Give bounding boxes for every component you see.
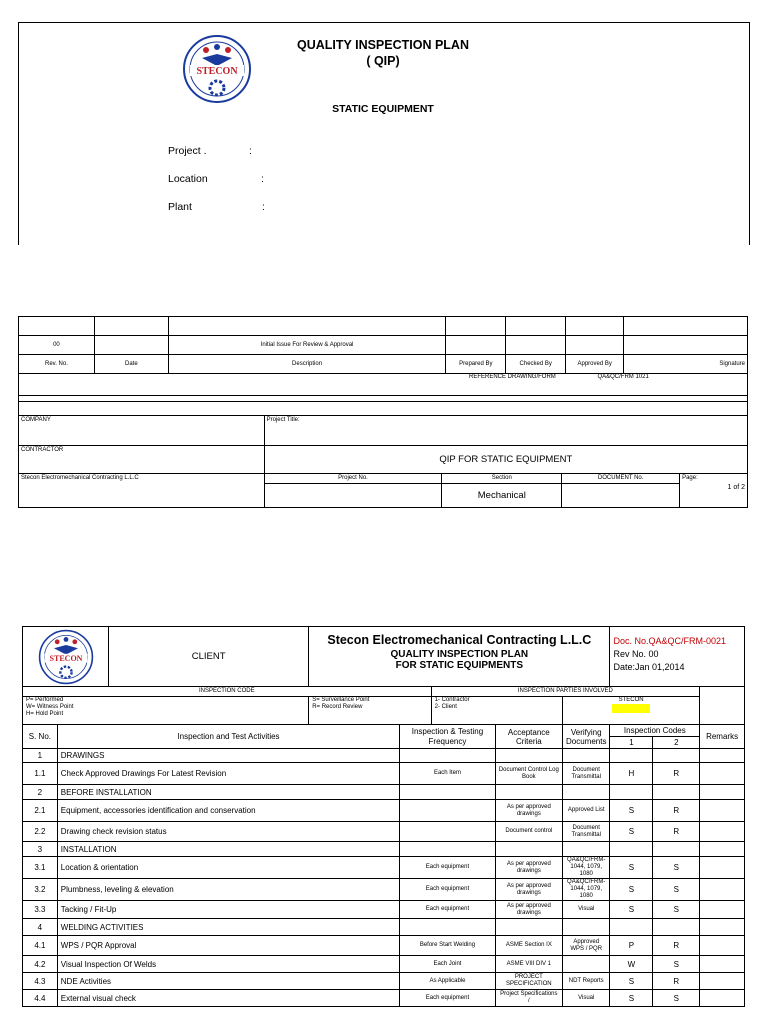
client-highlight: [612, 704, 650, 713]
row-frequency: [400, 800, 496, 822]
row-code-1: P: [610, 936, 653, 956]
field-plant-sep: :: [262, 201, 265, 213]
row-activity: INSTALLATION: [57, 842, 399, 857]
svg-text:STECON: STECON: [196, 66, 238, 77]
contractor-name: Stecon Electromechanical Contracting L.L.C: [19, 474, 265, 508]
row-code-2: [653, 785, 700, 800]
row-remarks: [700, 763, 745, 785]
project-no-label: Project No.: [264, 474, 442, 484]
doc-date: Date:Jan 01,2014: [613, 662, 685, 672]
row-remarks: [700, 857, 745, 879]
col-activity: Inspection and Test Activities: [57, 725, 399, 749]
row-criteria: As per approved drawings: [495, 857, 562, 879]
stecon-logo: [182, 34, 252, 104]
row-activity: Equipment, accessories identification and conservation: [57, 800, 399, 822]
col-code-1: 1: [610, 737, 653, 749]
row-code-1: S: [610, 800, 653, 822]
col-documents: Verifying Documents: [562, 725, 610, 749]
table-row: [23, 919, 745, 936]
row-sno: 4.3: [23, 973, 58, 990]
row-frequency: [400, 749, 496, 763]
row-code-2: [653, 842, 700, 857]
row-frequency: [400, 822, 496, 842]
row-code-2: R: [653, 973, 700, 990]
row-documents: Document Transmittal: [562, 822, 610, 842]
row-frequency: As Applicable: [400, 973, 496, 990]
row-documents: [562, 785, 610, 800]
field-location-sep: :: [261, 173, 264, 185]
code-record-review: R= Record Review: [312, 704, 363, 710]
row-criteria: Document Control Log Book: [495, 763, 562, 785]
inspection-code-header: INSPECTION CODE: [23, 687, 432, 697]
svg-text:STECON: STECON: [49, 653, 82, 663]
row-documents: NDT Reports: [562, 973, 610, 990]
row-frequency: Each equipment: [400, 901, 496, 919]
row-code-2: R: [653, 800, 700, 822]
row-activity: WPS / PQR Approval: [57, 936, 399, 956]
row-frequency: Each Joint: [400, 956, 496, 973]
header-description: Description: [168, 355, 446, 374]
qip-title-1: QUALITY INSPECTION PLAN: [390, 649, 529, 660]
row-criteria: [495, 919, 562, 936]
row-code-2: R: [653, 763, 700, 785]
row-sno: 3: [23, 842, 58, 857]
header-approved-by: Approved By: [566, 355, 624, 374]
info-table: [18, 395, 748, 508]
row-remarks: [700, 842, 745, 857]
row-activity: Visual Inspection Of Welds: [57, 956, 399, 973]
row-remarks: [700, 749, 745, 763]
row-documents: Visual: [562, 990, 610, 1007]
row-sno: 3.2: [23, 879, 58, 901]
row-sno: 4: [23, 919, 58, 936]
field-project-sep: :: [249, 145, 252, 157]
row-documents: [562, 842, 610, 857]
row-remarks: [700, 822, 745, 842]
field-plant-label: Plant: [168, 201, 192, 213]
row-documents: Approved List: [562, 800, 610, 822]
row-documents: QA&QC/FRM-1044, 1079, 1080: [562, 857, 610, 879]
row-remarks: [700, 800, 745, 822]
table-row: [23, 857, 745, 879]
row-sno: 1.1: [23, 763, 58, 785]
row-code-1: S: [610, 857, 653, 879]
section-value: Mechanical: [442, 484, 562, 508]
table-row: [23, 822, 745, 842]
row-activity: NDE Activities: [57, 973, 399, 990]
header-prepared-by: Prepared By: [446, 355, 506, 374]
header-date: Date: [94, 355, 168, 374]
qip-title: QIP FOR STATIC EQUIPMENT: [264, 446, 747, 474]
rev-no-value: 00: [19, 336, 95, 355]
rev-number: Rev No. 00: [613, 649, 659, 659]
table-row: [23, 879, 745, 901]
row-documents: [562, 749, 610, 763]
qip-table: [22, 626, 745, 1007]
col-remarks: Remarks: [700, 725, 745, 749]
cover-section: STATIC EQUIPMENT: [332, 103, 434, 115]
qip-title-2: FOR STATIC EQUIPMENTS: [395, 660, 524, 671]
row-code-1: [610, 919, 653, 936]
row-frequency: [400, 785, 496, 800]
code-performed: P= Performed: [26, 697, 64, 703]
row-criteria: Document control: [495, 822, 562, 842]
header-signature: Signature: [624, 355, 748, 374]
col-code-2: 2: [653, 737, 700, 749]
section-label: Section: [442, 474, 562, 484]
row-criteria: PROJECT SPECIFICATION: [495, 973, 562, 990]
row-sno: 3.3: [23, 901, 58, 919]
row-criteria: Project Specifications /: [495, 990, 562, 1007]
col-sno: S. No.: [23, 725, 58, 749]
doc-number: Doc. No.QA&QC/FRM-0021: [613, 636, 726, 646]
row-criteria: As per approved drawings: [495, 800, 562, 822]
table-row: [23, 749, 745, 763]
code-surveillance: S= Surveillance Point: [312, 697, 370, 703]
row-remarks: [700, 973, 745, 990]
row-documents: Visual: [562, 901, 610, 919]
row-code-2: R: [653, 936, 700, 956]
row-activity: Location & orientation: [57, 857, 399, 879]
row-remarks: [700, 990, 745, 1007]
table-row: [23, 901, 745, 919]
table-row: [23, 763, 745, 785]
table-row: [23, 956, 745, 973]
row-documents: Approved WPS / PQR: [562, 936, 610, 956]
table-row: [23, 936, 745, 956]
row-code-2: S: [653, 857, 700, 879]
row-code-2: R: [653, 822, 700, 842]
row-documents: [562, 956, 610, 973]
row-remarks: [700, 956, 745, 973]
party-client: 2- Client: [434, 704, 457, 710]
row-sno: 4.1: [23, 936, 58, 956]
table-row: [23, 842, 745, 857]
client-label: CLIENT: [109, 627, 309, 687]
row-sno: 1: [23, 749, 58, 763]
cover-subtitle: ( QIP): [366, 54, 400, 68]
row-criteria: [495, 785, 562, 800]
field-location-label: Location: [168, 173, 208, 185]
row-activity: Tacking / Fit-Up: [57, 901, 399, 919]
header-checked-by: Checked By: [506, 355, 566, 374]
row-code-1: H: [610, 763, 653, 785]
code-witness: W= Witness Point: [26, 704, 74, 710]
row-code-1: [610, 842, 653, 857]
row-remarks: [700, 936, 745, 956]
field-project-label: Project .: [168, 145, 207, 157]
row-activity: DRAWINGS: [57, 749, 399, 763]
row-documents: Document Transmittal: [562, 763, 610, 785]
party-contractor: 1- Contractor: [434, 697, 470, 703]
company-label: COMPANY: [19, 416, 265, 446]
document-no-label: DOCUMENT No.: [562, 474, 680, 484]
row-code-2: [653, 919, 700, 936]
row-criteria: ASME VIII DIV 1: [495, 956, 562, 973]
project-title-label: Project Title:: [264, 416, 747, 446]
row-code-2: S: [653, 990, 700, 1007]
row-remarks: [700, 785, 745, 800]
row-frequency: [400, 919, 496, 936]
page-label: Page:: [682, 475, 698, 481]
row-frequency: Before Start Welding: [400, 936, 496, 956]
row-sno: 3.1: [23, 857, 58, 879]
row-code-1: W: [610, 956, 653, 973]
row-code-1: [610, 749, 653, 763]
row-code-2: S: [653, 879, 700, 901]
row-code-1: S: [610, 973, 653, 990]
row-documents: [562, 919, 610, 936]
row-criteria: As per approved drawings: [495, 901, 562, 919]
revision-table: [18, 316, 748, 402]
row-activity: External visual check: [57, 990, 399, 1007]
row-frequency: Each equipment: [400, 857, 496, 879]
rev-description-value: Initial Issue For Review & Approval: [168, 336, 446, 355]
row-code-1: S: [610, 901, 653, 919]
inspection-parties-header: INSPECTION PARTIES INVOLVED: [431, 687, 700, 697]
row-remarks: [700, 901, 745, 919]
row-activity: Check Approved Drawings For Latest Revision: [57, 763, 399, 785]
row-remarks: [700, 919, 745, 936]
row-criteria: [495, 842, 562, 857]
row-frequency: [400, 842, 496, 857]
table-row: [23, 785, 745, 800]
row-code-2: [653, 749, 700, 763]
row-activity: BEFORE INSTALLATION: [57, 785, 399, 800]
row-code-1: S: [610, 879, 653, 901]
col-criteria: Acceptance Criteria: [495, 725, 562, 749]
row-criteria: [495, 749, 562, 763]
ref-drawing-label: REFERENCE DRAWING/FORM: [469, 374, 556, 380]
row-frequency: Each equipment: [400, 990, 496, 1007]
row-activity: Drawing check revision status: [57, 822, 399, 842]
row-criteria: ASME Section IX: [495, 936, 562, 956]
party-contractor-name: STECON: [618, 697, 644, 703]
table-row: [23, 973, 745, 990]
row-code-1: [610, 785, 653, 800]
row-frequency: Each equipment: [400, 879, 496, 901]
table-row: [23, 800, 745, 822]
row-code-2: S: [653, 901, 700, 919]
row-activity: WELDING ACTIVITIES: [57, 919, 399, 936]
contractor-label: CONTRACTOR: [19, 446, 265, 474]
row-sno: 2.1: [23, 800, 58, 822]
row-sno: 4.4: [23, 990, 58, 1007]
header-rev-no: Rev. No.: [19, 355, 95, 374]
col-frequency: Inspection & Testing Frequency: [400, 725, 496, 749]
row-sno: 2: [23, 785, 58, 800]
col-inspection-codes: Inspection Codes: [610, 725, 700, 737]
row-frequency: Each Item: [400, 763, 496, 785]
company-title: Stecon Electromechanical Contracting L.L.C: [327, 633, 592, 647]
page-value: 1 of 2: [727, 484, 745, 491]
table-row: [23, 990, 745, 1007]
row-activity: Plumbness, leveling & elevation: [57, 879, 399, 901]
ref-drawing-value: QA&QC/FRM 1021: [597, 374, 649, 380]
qip-rows: [23, 749, 745, 1007]
code-hold: H= Hold Point: [26, 711, 64, 717]
row-code-2: S: [653, 956, 700, 973]
cover-title: QUALITY INSPECTION PLAN: [296, 38, 469, 52]
row-remarks: [700, 879, 745, 901]
stecon-logo-small: [33, 629, 99, 685]
row-sno: 2.2: [23, 822, 58, 842]
row-sno: 4.2: [23, 956, 58, 973]
row-code-1: S: [610, 990, 653, 1007]
row-criteria: As per approved drawings: [495, 879, 562, 901]
row-code-1: S: [610, 822, 653, 842]
row-documents: QA&QC/FRM-1044, 1079, 1080: [562, 879, 610, 901]
